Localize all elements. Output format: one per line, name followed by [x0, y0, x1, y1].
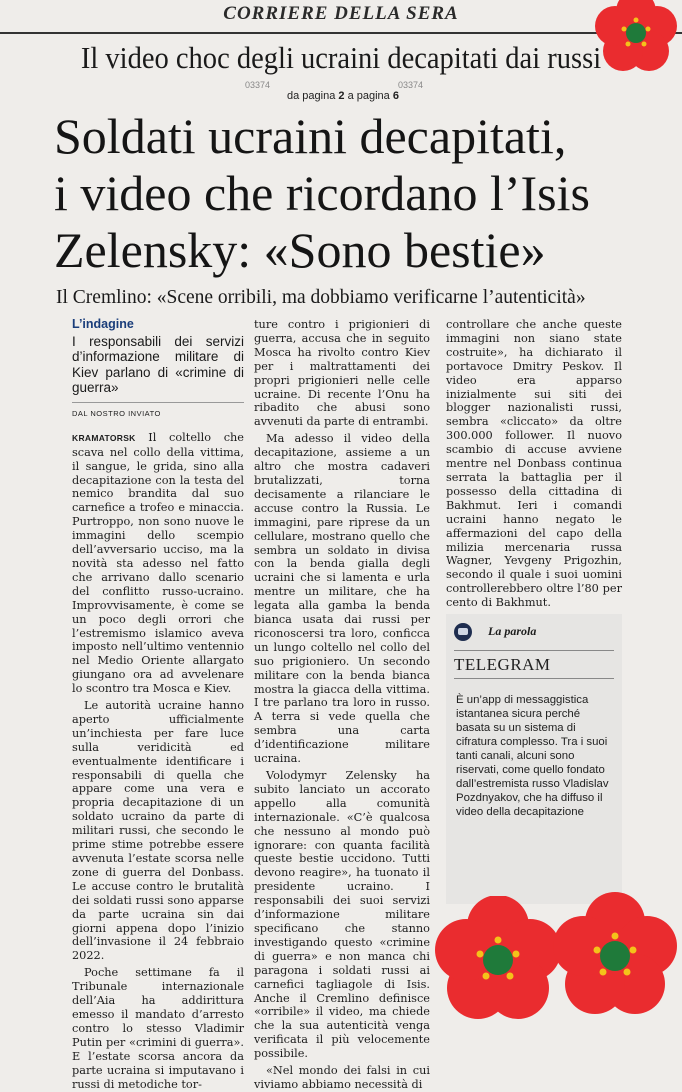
sidebar-box	[446, 614, 622, 904]
paragraph: Volodymyr Zelensky ha subito lanciato un accorato appello alla comunità internazionale. «C’è qualcosa che nessuno al mondo può ignorare: con quanta facilità queste bestie uccidono. Tutti devono reagire», ha tuonato il presidente ucraino. I responsabili dei suoi servizi d’informazione militare specificano che stanno investigando questo «crimine di guerra» e non manca chi paragona i soldati russi ai carnefici tagliagole di Isis. Anche il Cremlino definisce «orribile» il video, ma chiede che la sua autenticità venga verificata il più velocemente possibile.	[254, 769, 430, 1061]
headline-line: Zelensky: «Sono bestie»	[54, 222, 546, 278]
masthead-rule	[0, 32, 682, 34]
flower-sticker-icon	[428, 896, 568, 1024]
page-range	[287, 90, 399, 102]
paragraph: «Nel mondo dei falsi in cui viviamo abbiamo necessità di	[254, 1064, 430, 1091]
subheadline: Il Cremlino: «Scene orribili, ma dobbiamo verificarne l’autenticità»	[56, 287, 586, 308]
paragraph: Ma adesso il video della decapitazione, assieme a un altro che mostra cadaveri brutalizzati, torna decisamente a rilanciare le accuse contro la Russia. Le immagini, pare riprese da un cellulare, mostrano quello che sembra un soldato in divisa con la benda gialla degli ucraini che si lamenta e urla mentre un militare, che ha legata alla gamba la benda bianca usata dai russi per riconoscersi tra loro, conficca un lungo coltello nel collo del suo prigioniero. Un secondo militare con la benda bianca mostra la giacca della vittima. I tre parlano tra loro in russo. A terra si vede quella che sembra una carta d’identificazione militare ucraina.	[254, 432, 430, 766]
sidebar-header	[446, 614, 622, 650]
dateline: KRAMATORSK	[72, 432, 136, 443]
paragraph-text: Il coltello che scava nel collo della vittima, il sangue, le grida, sino alla decapitazione con la testa del nemico brandita dal suo carnefice a trofeo e minaccia. Purtroppo, non sono nuove le immagini dello scempio dell’avversario ucciso, ma la novità sta adesso nel fatto che arrivano dallo scenario del conflitto russo-ucraino. Improvvisamente, è come se un poco degli orrori che l’estremismo islamico aveva imposto nell’ultimo ventennio nel Medio Oriente allargato giungano ora ad avvelenare lo scontro tra Mosca e Kiev.	[72, 430, 244, 696]
main-headline	[54, 108, 634, 279]
article-column-2	[254, 318, 430, 1092]
box-title: L’indagine	[72, 317, 134, 331]
flower-sticker-icon	[590, 0, 682, 78]
byline: DAL NOSTRO INVIATO	[72, 408, 161, 418]
box-text: I responsabili dei servizi d’informazione militare di Kiev parlano di «crimine di guerra»	[72, 333, 244, 396]
page-range-from: 2	[338, 90, 345, 102]
page-range-middle: a pagina	[347, 90, 390, 102]
page-code: 03374	[245, 80, 271, 90]
article-column-1	[72, 318, 244, 1091]
article-column-3	[446, 318, 622, 647]
page-code: 03374	[398, 80, 424, 90]
flower-sticker-icon	[548, 888, 682, 1024]
sidebar-title: TELEGRAM	[454, 650, 614, 679]
paragraph	[72, 431, 244, 696]
paragraph: controllare che anche queste immagini non siano state costruite», ha dichiarato il portavoce Dmitry Peskov. Il video era apparso inizialmente sui siti dei blogger nazionalisti russi, sembra «cliccato» da oltre 300.000 follower. Il nuovo scambio di accuse avviene mentre nel Donbass continua serrata la battaglia per il possesso della cittadina di Bakhmut. Ieri i comandi ucraini hanno negato le affermazioni del capo della milizia mercenaria russa Wagner, Yevgeny Prigozhin, secondo il quale i suoi uomini controllerebbero oltre l’80 per cento di Bakhmut.	[446, 318, 622, 610]
sidebar-label: La parola	[488, 624, 537, 638]
sidebar-text: È un’app di messaggistica istantanea sicura perché basata su un sistema di cifratura complesso. Tra i suoi tanti canali, alcuni sono riservati, come quello fondato dall’estremista russo Vladislav Pozdnyakov, che ha diffuso il video della decapitazione	[456, 694, 609, 818]
headline-line: i video che ricordano l’Isis	[54, 165, 590, 221]
paragraph: Le autorità ucraine hanno aperto ufficialmente un’inchiesta per fare luce sulla veridicità ed eventualmente identificare i responsabili di quella che appare come una vera e propria decapitazione di un soldato ucraino da parte di militari russi, che secondo le prime stime potrebbe essere avvenuta l’estate scorsa nelle zone di guerra del Donbass. Le accuse contro le brutalità dei soldati russi sono apparse da parte ucraina sin dai giorni appena dopo l’inizio dell’invasione il 24 febbraio 2022.	[72, 699, 244, 963]
page-range-to: 6	[392, 90, 399, 102]
divider	[72, 402, 244, 403]
headline-line: Soldati ucraini decapitati,	[54, 108, 567, 164]
kicker-headline: Il video choc degli ucraini decapitati dai russi	[80, 40, 602, 75]
page-range-prefix: da pagina	[287, 90, 336, 102]
paragraph: Poche settimane fa il Tribunale internazionale dell’Aia ha addirittura emesso il mandato d’arresto contro lo stesso Vladimir Putin per «crimini di guerra». E l’estate scorsa ancora da parte ucraina si imputavano i russi di metodiche tor-	[72, 966, 244, 1091]
masthead: CORRIERE DELLA SERA	[223, 3, 459, 24]
paragraph: ture contro i prigionieri di guerra, accusa che in seguito Mosca ha rivolto contro Kiev per i maltrattamenti dei propri prigionieri nelle celle ucraine. Di recente l’Onu ha ribadito che abusi sono avvenuti da parte di entrambi.	[254, 318, 430, 429]
chat-bubble-icon	[454, 623, 472, 641]
